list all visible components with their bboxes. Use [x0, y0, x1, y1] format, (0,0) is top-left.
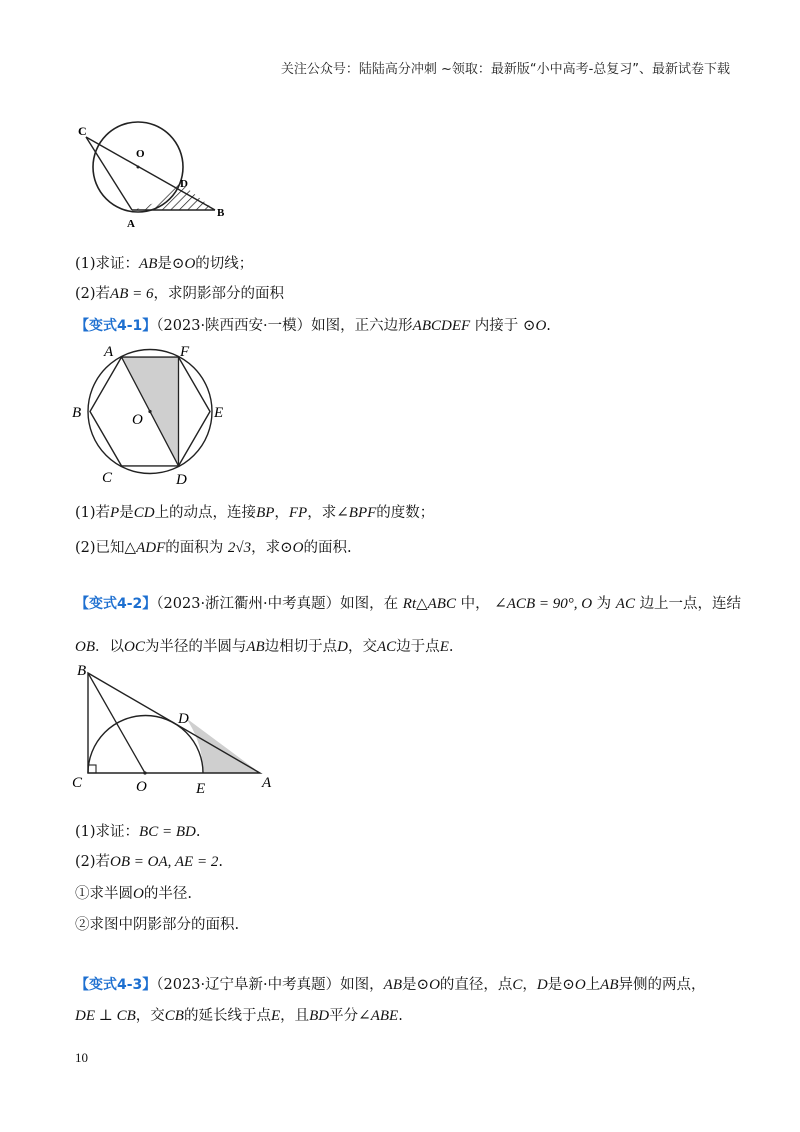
label-d: D — [178, 711, 189, 727]
label-d: D — [180, 178, 188, 190]
variant-4-2-line2: OB．以OC为半径的半圆与AB边相切于点D，交AC边于点E. — [75, 639, 454, 655]
label-b: B — [77, 663, 87, 679]
variant-4-2-part1: (1)求证：BC = BD. — [75, 824, 201, 840]
variant-tag: 【变式4-1】 — [75, 318, 157, 334]
shaded-region — [186, 718, 260, 773]
variant-4-2-sub1: ①求半圆O的半径. — [75, 886, 192, 902]
figure-right-triangle — [68, 663, 283, 798]
center-dot — [143, 771, 146, 774]
right-angle-mark — [88, 765, 96, 773]
center-dot — [137, 166, 140, 169]
variant-tag: 【变式4-3】 — [75, 977, 157, 993]
label-o: O — [136, 779, 147, 795]
page-header: 关注公众号：陆陆高分冲刺 ~领取：最新版“小中高考-总复习”、最新试卷下载 — [280, 62, 730, 77]
figure-hexagon — [68, 340, 238, 490]
label-f: F — [180, 344, 190, 360]
label-c: C — [72, 775, 83, 791]
label-a: A — [262, 775, 272, 791]
label-d: D — [176, 472, 187, 488]
q0-part2: (2)若AB = 6，求阴影部分的面积 — [75, 286, 284, 302]
center-dot — [148, 410, 151, 413]
variant-4-2-part2: (2)若OB = OA, AE = 2. — [75, 854, 223, 870]
segment-bo — [88, 673, 145, 773]
variant-4-2-sub2: ②求图中阴影部分的面积. — [75, 917, 240, 933]
figure-circle-tangent — [70, 115, 240, 235]
variant-4-1-part1: (1)若P是CD上的动点，连接BP，FP，求∠BPF的度数； — [75, 505, 435, 521]
label-e: E — [214, 405, 224, 421]
label-o: O — [132, 412, 143, 428]
label-a: A — [127, 218, 135, 230]
label-c: C — [102, 470, 113, 486]
variant-4-1-part2: (2)已知△ADF的面积为 2√3，求⊙O的面积. — [75, 540, 352, 556]
label-b: B — [217, 207, 225, 219]
q0-part1: (1)求证：AB是⊙O的切线； — [75, 256, 254, 272]
label-e: E — [196, 781, 206, 797]
page-number: 10 — [75, 1050, 88, 1065]
label-c: C — [78, 124, 87, 138]
variant-4-3-intro: 【变式4-3】（2023·辽宁阜新·中考真题）如图，AB是⊙O的直径，点C，D是⊙O上AB异侧的两点， — [75, 977, 706, 993]
label-o: O — [136, 148, 145, 160]
variant-4-1-intro: 【变式4-1】（2023·陕西西安·一模）如图，正六边形ABCDEF 内接于 ⊙O. — [75, 318, 551, 334]
label-a: A — [104, 344, 114, 360]
variant-4-3-line2: DE ⊥ CB，交CB的延长线于点E，且BD平分∠ABE. — [75, 1008, 403, 1024]
variant-4-2-intro: 【变式4-2】（2023·浙江衢州·中考真题）如图，在 Rt△ABC 中， ∠ACB = 90°, O 为 AC 边上一点，连结 — [75, 596, 742, 612]
variant-tag: 【变式4-2】 — [75, 596, 157, 612]
label-b: B — [72, 405, 82, 421]
